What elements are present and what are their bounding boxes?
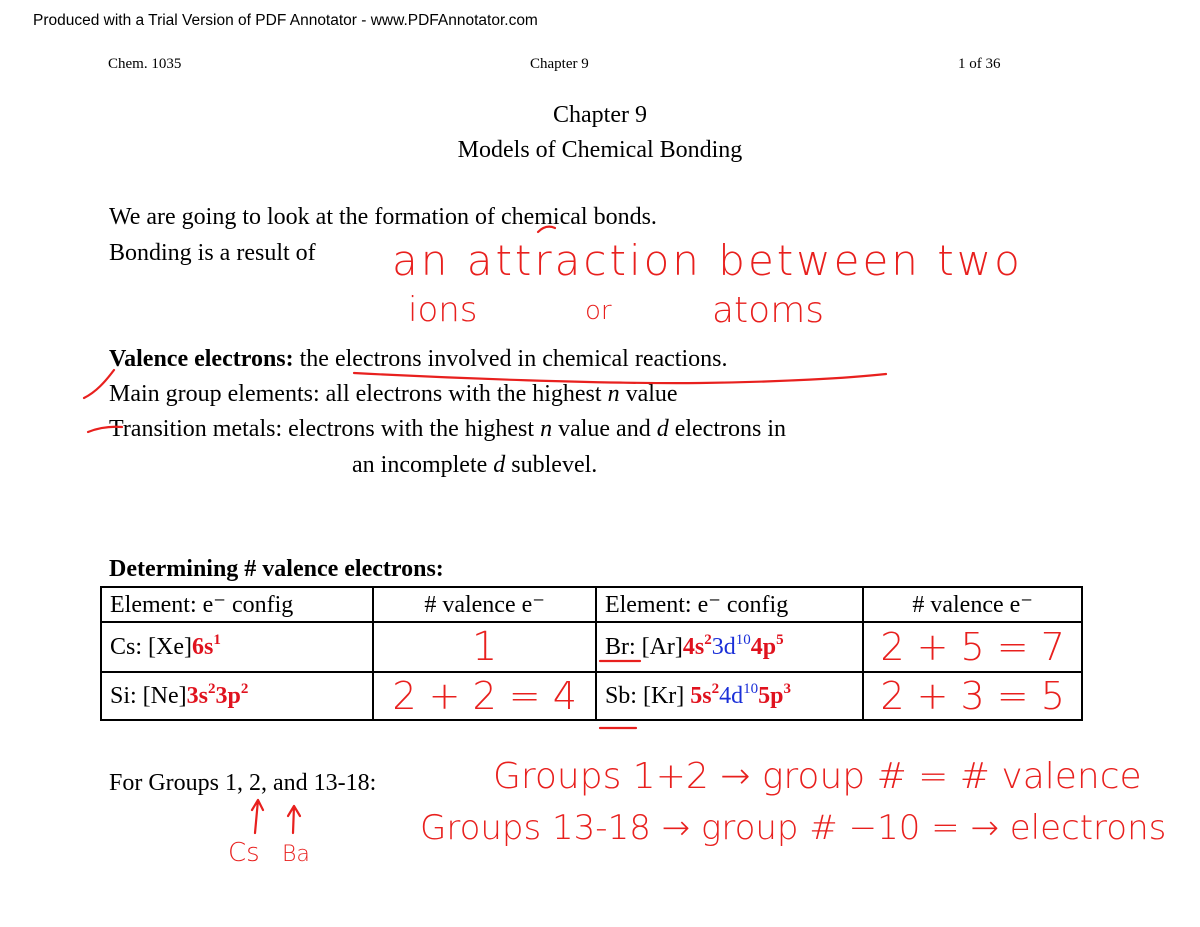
intro-line-1: We are going to look at the formation of chemical bonds. [109, 204, 657, 230]
chapter-title: Chapter 9 [553, 102, 647, 128]
cell-si-valence: 2 + 2 = 4 [373, 672, 596, 720]
table-header-row [101, 587, 1082, 622]
cell-sb-valence: 2 + 3 = 5 [863, 672, 1082, 720]
cell-si-config: Si: $[Ne]3s^23p^2$ [101, 672, 373, 720]
valence-term: Valence electrons: [109, 346, 294, 372]
table-header-cell: Element: e⁻ config [101, 587, 373, 622]
handwritten-bonding-answer: an attraction between two [392, 236, 1023, 285]
transition-metal-rule: Transition metals: electrons with the highest n value and d electrons in [109, 416, 786, 442]
course-label: Chem. 1035 [108, 56, 182, 72]
handwritten-or: or [585, 296, 612, 326]
handwritten-groups-rule-2: Groups 13-18 → group # −10 = → electrons [420, 808, 1167, 848]
arrow-ba [288, 806, 300, 833]
trial-watermark: Produced with a Trial Version of PDF Annotator - www.PDFAnnotator.com [33, 12, 538, 29]
table-row [101, 622, 1082, 672]
handwritten-ba-label: Ba [282, 842, 310, 867]
chapter-subtitle: Models of Chemical Bonding [457, 137, 743, 163]
valence-table [100, 586, 1083, 721]
main-group-rule: Main group elements: all electrons with the highest n value [109, 381, 678, 407]
handwritten-ions: ions [408, 290, 478, 330]
table-header-cell: # valence e⁻ [863, 587, 1082, 622]
groups-prompt: For Groups 1, 2, and 13-18: [109, 770, 377, 796]
valence-definition [109, 346, 727, 373]
table-header-cell: # valence e⁻ [373, 587, 596, 622]
cell-br-config: Br: $[Ar]4s^23d^{10}4p^5$ [596, 622, 863, 672]
intro-line-2: Bonding is a result of [109, 240, 316, 266]
cell-cs-valence: 1 [373, 622, 596, 672]
cell-sb-config: Sb: [Kr] $5s^24d^{10}5p^3$ [596, 672, 863, 720]
cell-br-valence: 2 + 5 = 7 [863, 622, 1082, 672]
table-row [101, 672, 1082, 720]
arrow-cs [252, 800, 263, 833]
chapter-label: Chapter 9 [530, 56, 589, 72]
handwritten-groups-rule-1: Groups 1+2 → group # = # valence [493, 756, 1142, 797]
table-heading: Determining # valence electrons: [109, 556, 444, 582]
transition-metal-rule-cont: an incomplete d sublevel. [352, 452, 598, 478]
handwritten-cs-label: Cs [228, 838, 260, 868]
valence-definition-text: the electrons involved in chemical reactions. [299, 346, 728, 372]
handwritten-atoms: atoms [712, 290, 825, 331]
page-count: 1 of 36 [958, 56, 1001, 72]
table-header-cell: Element: e⁻ config [596, 587, 863, 622]
cell-cs-config: Cs: $[Xe]6s^1$ [101, 622, 373, 672]
